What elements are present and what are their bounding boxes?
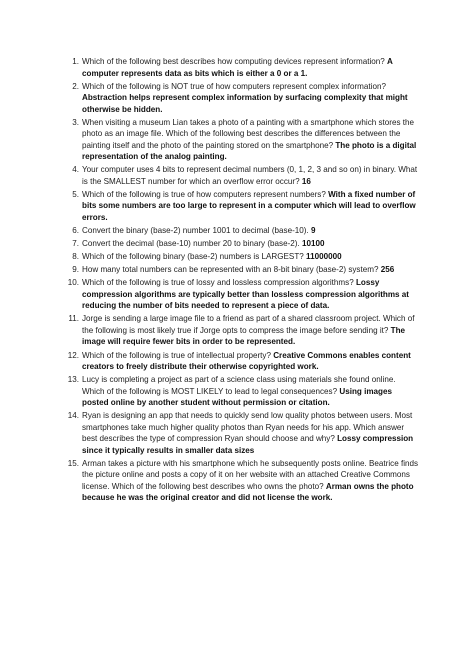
question-text: Which of the following is true of lossy and lossless compression algorithms? — [82, 278, 356, 288]
question-text: Ryan is designing an app that needs to quickly send low quality photos between users. Most smartphones take much higher quality photos than Ryan needs for his app. Which answer best describes the type of compression Ryan should choose and why? — [82, 411, 413, 444]
question-item — [64, 277, 420, 312]
question-answer: 16 — [301, 176, 311, 186]
question-number: 4. — [72, 165, 79, 175]
question-number: 14. — [67, 411, 79, 421]
question-text: Which of the following binary (base-2) numbers is LARGEST? — [82, 252, 307, 262]
question-item — [64, 238, 420, 250]
question-answer: Lossy compression since it typically results in smaller data sizes — [82, 434, 414, 455]
question-answer: 9 — [311, 225, 316, 235]
question-item — [64, 189, 420, 224]
question-number: 2. — [72, 81, 79, 91]
question-text: Jorge is sending a large image file to a friend as part of a shared classroom project. Which of the following is most likely true if Jorge opts to compress the image before sending it? — [82, 314, 415, 335]
question-item — [64, 164, 420, 187]
question-number: 6. — [72, 225, 79, 235]
question-answer: The image will require fewer bits in order to be represented. — [82, 325, 406, 347]
question-item — [64, 56, 420, 79]
question-item — [64, 458, 420, 504]
question-text: Arman takes a picture with his smartphone which he subsequently posts online. Beatrice finds the picture online and posts a copy of it on her website with an attached Creative Commons license. Which of the following best describes who owns the photo? — [82, 458, 419, 491]
question-number: 8. — [72, 252, 79, 262]
question-answer: The photo is a digital representation of the analog painting. — [82, 140, 417, 162]
question-number: 15. — [67, 458, 79, 468]
question-answer: Creative Commons enables content creators to freely distribute their otherwise copyrighted work. — [82, 350, 411, 372]
question-list — [64, 56, 420, 505]
question-text: Convert the decimal (base-10) number 20 to binary (base-2). — [82, 239, 302, 249]
question-item — [64, 251, 420, 263]
question-item — [64, 81, 420, 116]
question-number: 9. — [72, 265, 79, 275]
question-number: 12. — [67, 350, 79, 360]
question-answer: 256 — [380, 265, 395, 275]
question-number: 5. — [72, 189, 79, 199]
question-answer: Using images posted online by another student without permission or citation. — [82, 386, 392, 408]
question-item — [64, 350, 420, 373]
question-item — [64, 117, 420, 163]
question-text: Which of the following best describes how computing devices represent information? — [82, 57, 388, 66]
question-answer: 11000000 — [306, 252, 342, 262]
question-text: Lucy is completing a project as part of a science class using materials she found online. Which of the following is MOST LIKELY to lead to legal consequences? — [82, 375, 396, 396]
question-text: How many total numbers can be represented with an 8-bit binary (base-2) system? — [82, 265, 381, 275]
question-item — [64, 264, 420, 276]
question-text: Which of the following is true of how computers represent numbers? — [82, 189, 329, 199]
question-answer: Arman owns the photo because he was the original creator and did not license the work. — [82, 481, 414, 503]
question-answer: Abstraction helps represent complex information by surfacing complexity that might otherwise be hidden. — [82, 93, 408, 114]
question-item — [64, 225, 420, 237]
question-item — [64, 410, 420, 456]
question-number: 7. — [72, 239, 79, 249]
question-text: When visiting a museum Lian takes a photo of a painting with a smartphone which stores the photo as an image file. Which of the following best describes the differences between the painting itself and the photo of the painting stored on the smartphone? — [82, 117, 415, 150]
question-answer: With a fixed number of bits some numbers are too large to represent in a computer which will lead to overflow errors. — [82, 189, 416, 222]
question-answer: Lossy compression algorithms are typically better than lossless compression algorithms at reducing the number of bits needed to represent a piece of data. — [82, 278, 409, 311]
question-answer: A computer represents data as bits which is either a 0 or a 1. — [82, 57, 393, 78]
question-item — [64, 313, 420, 348]
question-number: 11. — [68, 314, 79, 324]
question-number: 1. — [72, 57, 79, 66]
question-number: 3. — [72, 117, 79, 127]
question-text: Which of the following is NOT true of how computers represent complex information? — [82, 81, 386, 91]
question-number: 13. — [67, 375, 79, 385]
question-text: Your computer uses 4 bits to represent decimal numbers (0, 1, 2, 3 and so on) in binary. What is the SMALLEST number for which an overflow error occur? — [82, 165, 418, 186]
question-text: Which of the following is true of intellectual property? — [82, 350, 274, 360]
question-number: 10. — [67, 278, 79, 288]
question-answer: 10100 — [302, 239, 325, 249]
question-text: Convert the binary (base-2) number 1001 to decimal (base-10). — [82, 225, 311, 235]
question-item — [64, 374, 420, 409]
